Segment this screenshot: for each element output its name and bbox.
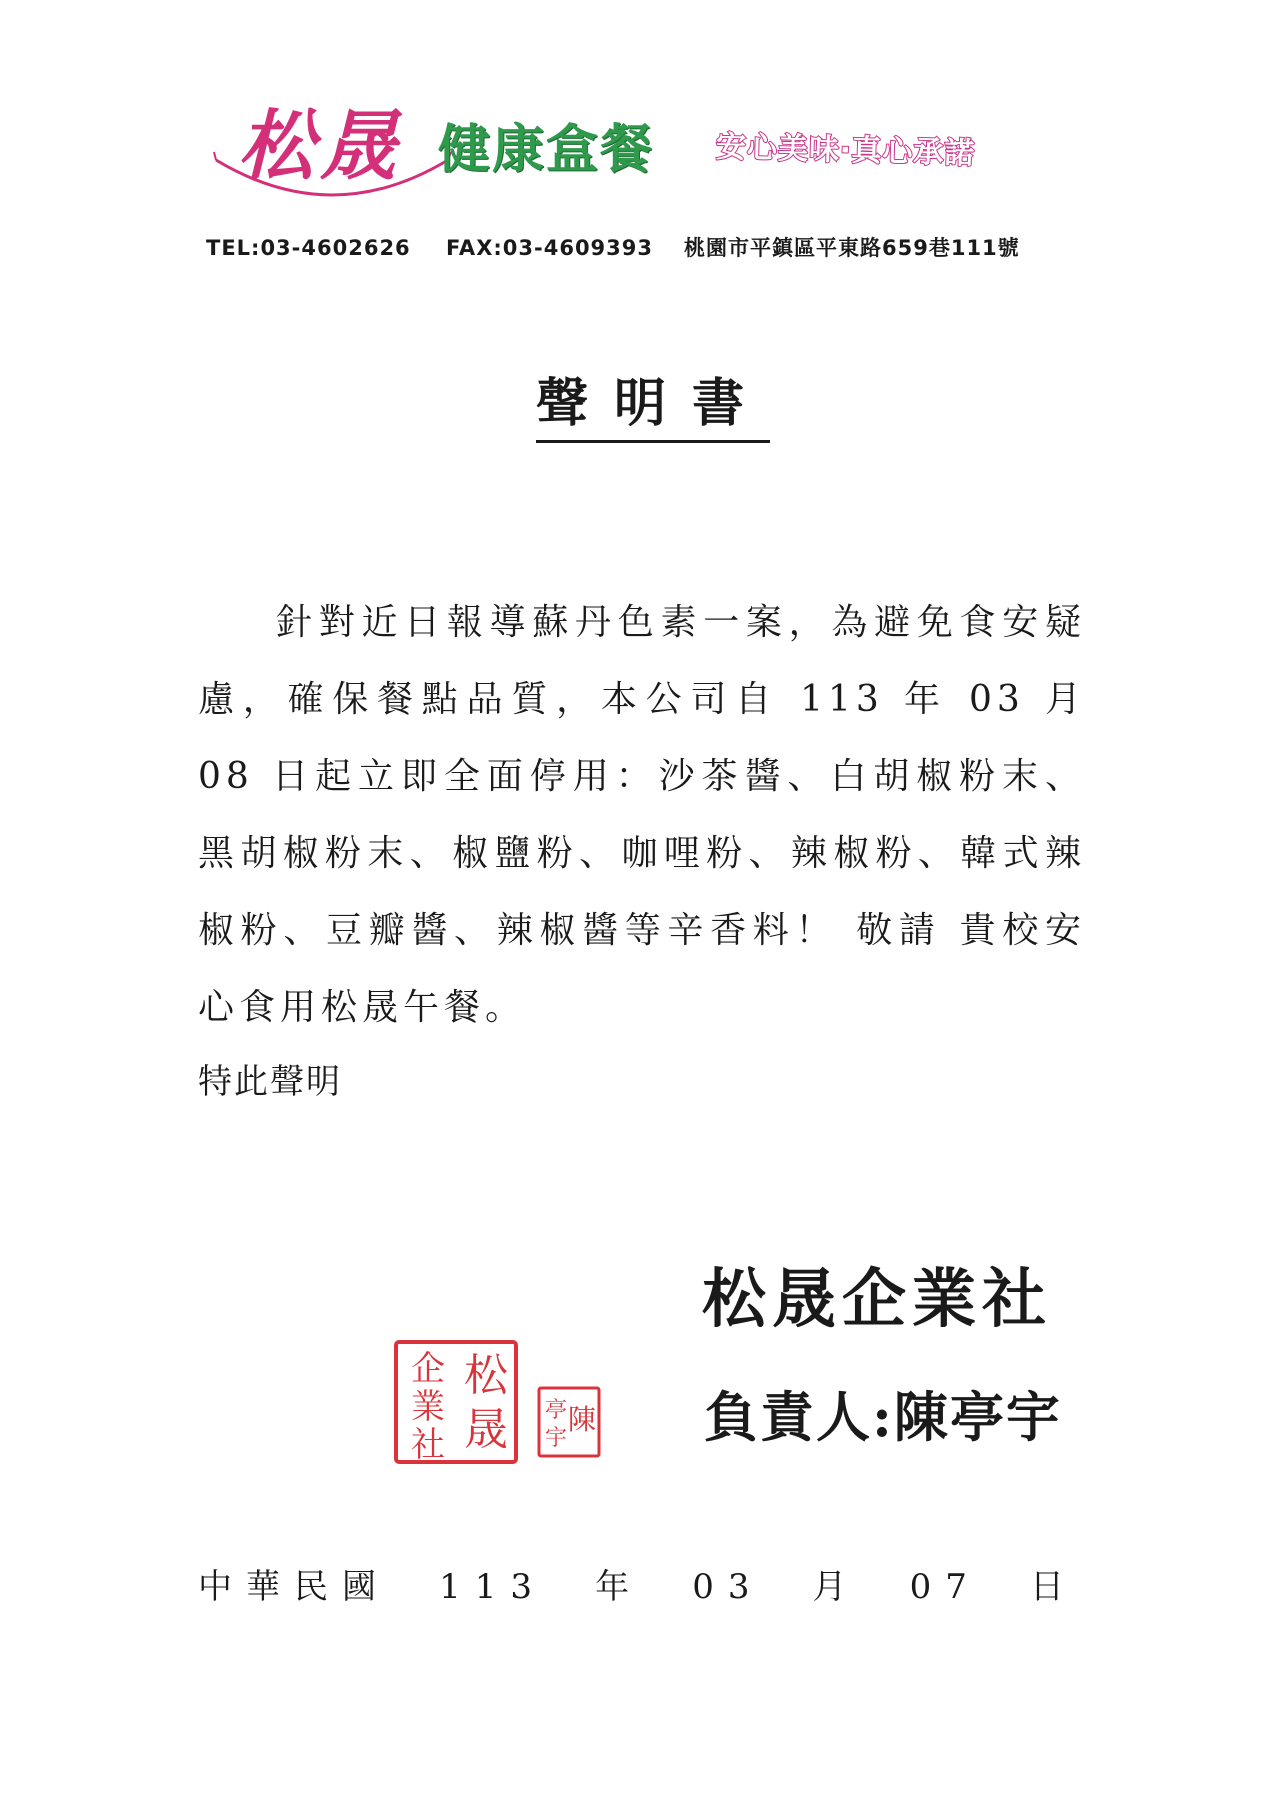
svg-text:宇: 宇 [544, 1426, 568, 1451]
document-title [0, 373, 1280, 434]
svg-text:企: 企 [411, 1349, 445, 1389]
contact-address: 桃園市平鎮區平東路659巷111號 [684, 236, 1020, 260]
svg-text:業: 業 [411, 1387, 445, 1427]
logo-script: 松晟 [238, 101, 402, 190]
responsible-person: 負責人:陳亭宇 [704, 1385, 1062, 1449]
logo-main: 健康盒餐 [438, 120, 655, 180]
svg-text:亭: 亭 [544, 1398, 568, 1423]
contact-tel: TEL:03-4602626 [206, 236, 411, 260]
svg-text:社: 社 [411, 1425, 445, 1465]
date-month-unit: 月 [812, 1567, 861, 1607]
contact-fax: FAX:03-4609393 [446, 236, 653, 260]
document-title-text: 聲明書 [536, 373, 770, 443]
svg-text:陳: 陳 [567, 1403, 597, 1436]
svg-text:晟: 晟 [464, 1404, 508, 1455]
statement-body: 針對近日報導蘇丹色素一案，為避免食安疑慮，確保餐點品質，本公司自 113 年 03 月 08 日起立即全面停用：沙茶醬、白胡椒粉末、黑胡椒粉末、椒鹽粉、咖哩粉、辣椒粉、韓式辣椒粉、豆瓣醬、辣椒醬等辛香料！ 敬請 貴校安心食用松晟午餐。 [198, 602, 1086, 1028]
logo-arc-icon [212, 150, 452, 220]
person-seal-stamp [536, 1385, 602, 1459]
date-day: 07 [909, 1567, 981, 1607]
contact-line [206, 232, 1020, 262]
company-name: 松晟企業社 [702, 1262, 1052, 1337]
date-month: 03 [692, 1567, 764, 1607]
date-year: 113 [439, 1567, 546, 1607]
date-year-unit: 年 [595, 1567, 644, 1607]
date-era-label: 中華民國 [198, 1567, 390, 1607]
svg-text:松: 松 [464, 1350, 508, 1401]
date-day-unit: 日 [1030, 1567, 1078, 1607]
date-line [198, 1567, 1078, 1607]
logo-slogan: 安心美味‧真心承諾 [715, 129, 976, 172]
closing-phrase: 特此聲明 [198, 1062, 342, 1102]
company-seal-stamp [392, 1338, 520, 1466]
